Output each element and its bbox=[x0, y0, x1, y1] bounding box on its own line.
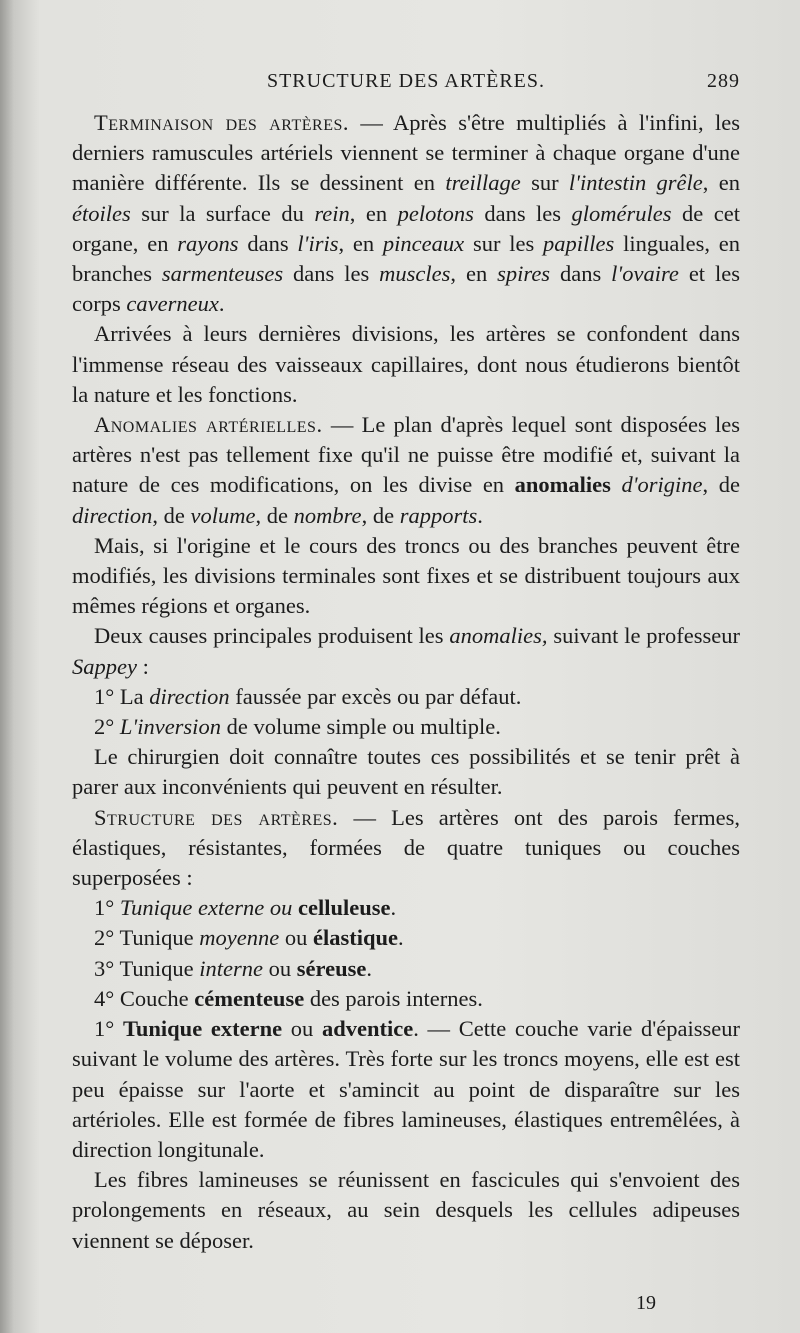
paragraph bbox=[72, 108, 740, 319]
text-run: et les corps bbox=[72, 261, 740, 317]
text-run: dans bbox=[238, 230, 298, 256]
text-run: treillage bbox=[445, 170, 521, 196]
text-run: rayons bbox=[177, 230, 239, 256]
text-run: caverneux bbox=[126, 291, 219, 317]
paragraph bbox=[72, 923, 740, 953]
text-run: , en bbox=[450, 261, 498, 287]
text-run: papilles bbox=[543, 230, 615, 256]
text-run: . — Cette couche varie d'épaisseur suivant le volume des artères. Très forte sur les troncs moyens, elle est est peu épaisse sur l'aorte et s'amincit au point de disparaître sur les artérioles. Elle est formée de fibres lamineuses, élastiques entremêlées, à direction longitunale. bbox=[72, 1016, 741, 1162]
text-run: de cet organe, en bbox=[72, 200, 740, 256]
text-run: 2° Tunique bbox=[94, 925, 200, 951]
text-run: cémenteuse bbox=[194, 985, 305, 1011]
signature-mark: 19 bbox=[636, 1292, 656, 1314]
text-run: direction bbox=[149, 683, 230, 709]
text-run: , en bbox=[338, 230, 383, 256]
text-run: spires bbox=[497, 261, 551, 287]
paragraph bbox=[72, 984, 740, 1014]
text-run: 2° bbox=[94, 714, 120, 740]
text-run: Tunique externe ou bbox=[119, 895, 293, 921]
paragraph bbox=[72, 319, 740, 410]
paragraph bbox=[72, 410, 740, 531]
text-run: Les fibres lamineuses se réunissent en fascicules qui s'envoient des prolongements en réseaux, au sein desquels les cellules adipeuses viennent se déposer. bbox=[72, 1167, 740, 1253]
text-run: : bbox=[136, 653, 149, 679]
text-run: des parois internes. bbox=[304, 985, 483, 1011]
body-text bbox=[72, 108, 740, 1256]
text-run: d'origine bbox=[621, 472, 703, 498]
text-run: . bbox=[218, 291, 225, 317]
text-run: nombre bbox=[293, 502, 362, 528]
paragraph bbox=[72, 1165, 740, 1256]
paragraph bbox=[72, 621, 740, 681]
text-run: Tunique externe bbox=[122, 1016, 283, 1042]
text-run: étoiles bbox=[72, 200, 131, 226]
page-number: 289 bbox=[707, 70, 740, 92]
text-run: ou bbox=[263, 955, 297, 981]
text-run: moyenne bbox=[199, 925, 280, 951]
text-run: 3° Tunique bbox=[94, 955, 200, 981]
text-run: L'inversion bbox=[119, 714, 221, 740]
text-run: . bbox=[366, 955, 372, 981]
text-run: Structure des artères. bbox=[94, 804, 339, 830]
paragraph bbox=[72, 531, 740, 622]
text-run: Mais, si l'origine et le cours des troncs ou des branches peuvent être modifiés, les divisions terminales sont fixes et se distribuent toujours aux mêmes régions et organes. bbox=[72, 532, 740, 619]
text-run: , de bbox=[255, 502, 294, 528]
text-run: 1° La bbox=[94, 683, 150, 709]
text-run: l'intestin grêle bbox=[568, 170, 703, 196]
text-run: Deux causes principales produisent les bbox=[94, 623, 450, 649]
text-run: sarmenteuses bbox=[161, 261, 284, 287]
paragraph bbox=[72, 893, 740, 923]
text-run: — Après s'être multipliés à l'infini, les derniers ramuscules artériels viennent se terminer à chaque organe d'une manière différente. Ils se dessinent en bbox=[72, 110, 740, 196]
text-run: . bbox=[390, 895, 397, 921]
text-run: — Les artères ont des parois fermes, élastiques, résistantes, formées de quatre tuniques ou couches superposées : bbox=[72, 804, 741, 891]
text-run: l'ovaire bbox=[611, 261, 679, 287]
text-run: , de bbox=[152, 502, 191, 528]
text-run: dans les bbox=[473, 200, 572, 226]
text-run: ou bbox=[282, 1016, 322, 1042]
text-run: dans les bbox=[283, 261, 380, 287]
text-run: glomérules bbox=[571, 200, 672, 226]
text-run: pelotons bbox=[397, 200, 474, 226]
paragraph bbox=[72, 742, 740, 802]
text-run: sur bbox=[520, 170, 569, 196]
paragraph bbox=[72, 712, 740, 742]
text-run: linguales, en branches bbox=[72, 230, 740, 287]
text-run: Sappey bbox=[72, 653, 137, 679]
text-run: 1° bbox=[94, 1016, 123, 1042]
text-run: sur les bbox=[464, 230, 544, 256]
text-run: faussée par excès ou par défaut. bbox=[229, 683, 522, 709]
text-run: séreuse bbox=[296, 955, 367, 981]
text-run: Anomalies artérielles. bbox=[94, 412, 323, 438]
text-run: Terminaison des artères. bbox=[94, 110, 349, 135]
text-run: sur la surface du bbox=[130, 200, 315, 226]
text-run: interne bbox=[199, 955, 264, 981]
text-run: Arrivées à leurs dernières divisions, les artères se confondent dans l'immense réseau des vaisseaux capillaires, dont nous étudierons bientôt la nature et les fonctions. bbox=[72, 321, 740, 407]
text-run: suivant le professeur bbox=[547, 623, 740, 649]
text-run: rapports bbox=[399, 502, 478, 528]
text-run: ou bbox=[279, 925, 314, 951]
text-run: rein bbox=[314, 200, 350, 226]
text-run: , de bbox=[361, 502, 400, 528]
paragraph bbox=[72, 1014, 740, 1165]
text-run: 1° bbox=[94, 895, 120, 921]
text-run: , en bbox=[349, 200, 398, 226]
text-run: — Le plan d'après lequel sont disposées les artères n'est pas tellement fixe qu'il ne puisse être modifié et, suivant la nature de ces modifications, on les divise en bbox=[72, 412, 741, 498]
text-run: celluleuse bbox=[297, 895, 391, 921]
text-run: , de bbox=[702, 472, 740, 498]
text-run: Le chirurgien doit connaître toutes ces possibilités et se tenir prêt à parer aux inconvénients qui peuvent en résulter. bbox=[72, 744, 740, 800]
paragraph bbox=[72, 803, 740, 894]
text-run: l'iris bbox=[297, 230, 339, 256]
text-run: volume bbox=[190, 502, 256, 528]
text-run: dans bbox=[550, 261, 612, 287]
text-run: , en bbox=[702, 170, 740, 196]
text-run: 4° Couche bbox=[94, 985, 195, 1011]
text-run: adventice bbox=[322, 1016, 414, 1042]
paragraph bbox=[72, 682, 740, 712]
text-run: direction bbox=[72, 502, 153, 528]
running-title: STRUCTURE DES ARTÈRES. bbox=[266, 70, 546, 92]
paragraph bbox=[72, 954, 740, 984]
text-run: . bbox=[398, 925, 404, 951]
text-run: muscles bbox=[379, 261, 451, 287]
running-header bbox=[72, 70, 740, 100]
text-run: anomalies, bbox=[449, 623, 548, 649]
text-run: pinceaux bbox=[382, 230, 465, 256]
text-run: anomalies bbox=[514, 472, 611, 498]
text-run bbox=[611, 472, 622, 497]
text-run: de volume simple ou multiple. bbox=[220, 714, 501, 740]
text-run: . bbox=[477, 502, 483, 528]
text-run: élastique bbox=[313, 925, 399, 951]
